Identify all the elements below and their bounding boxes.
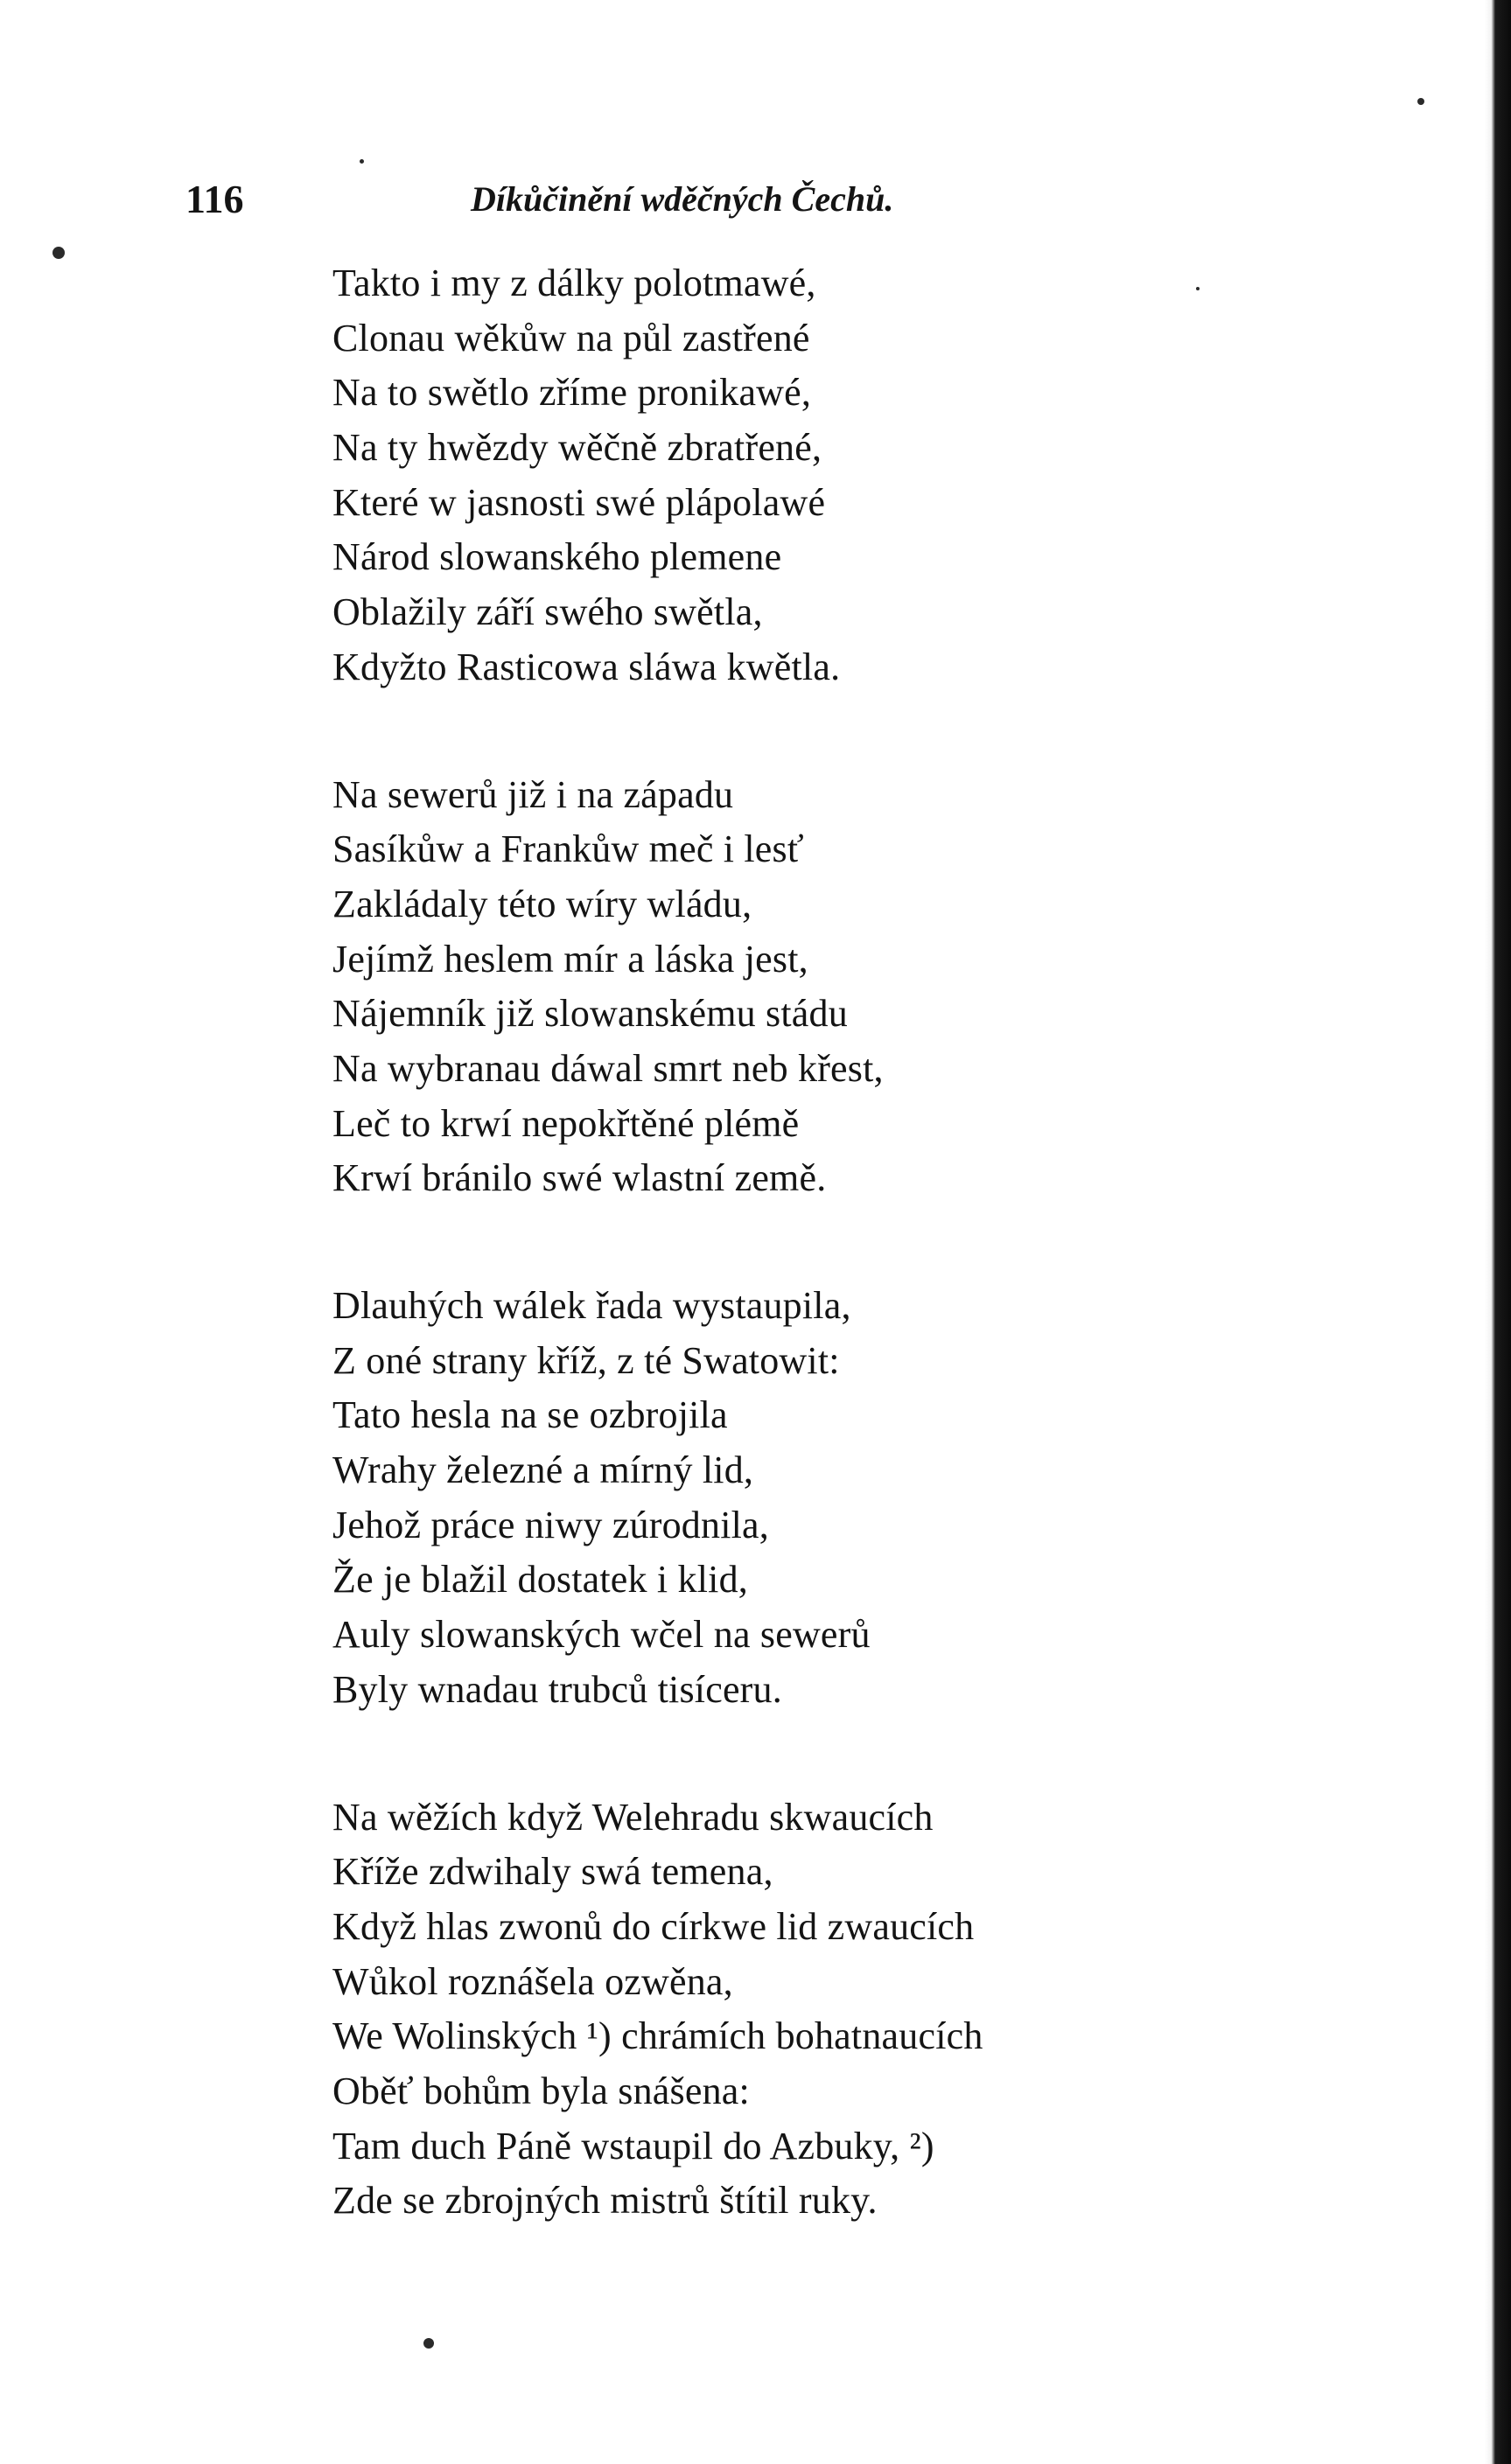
poem-line: Na to swětlo zříme pronikawé, bbox=[332, 371, 812, 415]
scan-speck bbox=[1196, 287, 1200, 290]
poem-line: Jehož práce niwy zúrodnila, bbox=[332, 1503, 769, 1546]
poem-line: Clonau wěkůw na půl zastřené bbox=[332, 316, 810, 359]
poem-line: Byly wnadau trubců tisíceru. bbox=[332, 1667, 782, 1711]
poem-line: Tam duch Páně wstaupil do Azbuky, ²) bbox=[332, 2124, 934, 2167]
poem-line: Na sewerů již i na západu bbox=[332, 772, 734, 816]
poem-line: Oběť bohům byla snášena: bbox=[332, 2069, 750, 2112]
poem-line: Tato hesla na se ozbrojila bbox=[332, 1393, 728, 1437]
poem-line: Na ty hwězdy wěčně zbratřené, bbox=[332, 426, 822, 470]
poem-line: Z oné strany kříž, z té Swatowit: bbox=[332, 1338, 840, 1382]
poem-line: Kříže zdwihaly swá temena, bbox=[332, 1850, 773, 1894]
running-title: Díkůčinění wděčných Čechů. bbox=[471, 179, 894, 219]
poem-line: Na wybranau dáwal smrt neb křest, bbox=[332, 1046, 884, 1090]
scan-speck bbox=[1417, 98, 1424, 105]
scan-speck bbox=[360, 159, 364, 164]
stanza-2 bbox=[332, 768, 1207, 1207]
poem-line: Sasíkůw a Frankůw meč i lesť bbox=[332, 827, 804, 871]
poem-line: Takto i my z dálky polotmawé, bbox=[332, 262, 816, 304]
stanza-3 bbox=[332, 1279, 1207, 1718]
poem-line: Národ slowanského plemene bbox=[332, 535, 782, 579]
poem-line: Wůkol roznášela ozwěna, bbox=[332, 1959, 733, 2003]
poem-line: Jejímž heslem mír a láska jest, bbox=[332, 937, 808, 981]
scan-speck bbox=[52, 247, 65, 259]
poem-line: Oblažily září swého swětla, bbox=[332, 590, 763, 634]
poem-line: Když hlas zwonů do církwe lid zwaucích bbox=[332, 1904, 975, 1948]
poem-line: Kdyžto Rasticowa sláwa kwětla. bbox=[332, 645, 841, 688]
scan-speck bbox=[423, 2338, 434, 2349]
stanza-1 bbox=[332, 256, 1207, 695]
stanza-4 bbox=[332, 1790, 1207, 2230]
poem bbox=[332, 256, 1207, 2301]
poem-line: Nájemník již slowanskému stádu bbox=[332, 992, 848, 1036]
poem-line: Které w jasnosti swé plápolawé bbox=[332, 480, 826, 524]
poem-line: Wrahy železné a mírný lid, bbox=[332, 1448, 754, 1492]
poem-line: Auly slowanských wčel na sewerů bbox=[332, 1613, 871, 1657]
poem-line: Dlauhých wálek řada wystaupila, bbox=[332, 1284, 851, 1327]
page-number: 116 bbox=[185, 177, 244, 221]
poem-line: Na wěžích když Welehradu skwaucích bbox=[332, 1795, 934, 1839]
page-edge-shadow bbox=[1485, 0, 1511, 2464]
poem-line: Že je blažil dostatek i klid, bbox=[332, 1558, 748, 1602]
poem-line: Zde se zbrojných mistrů štítil ruky. bbox=[332, 2179, 878, 2223]
poem-line: We Wolinských ¹) chrámích bohatnaucích bbox=[332, 2014, 983, 2058]
poem-line: Krwí bránilo swé wlastní země. bbox=[332, 1156, 827, 1200]
page-header bbox=[0, 173, 1511, 226]
poem-line: Zakládaly této wíry wládu, bbox=[332, 882, 752, 925]
poem-line: Leč to krwí nepokřtěné plémě bbox=[332, 1101, 800, 1145]
